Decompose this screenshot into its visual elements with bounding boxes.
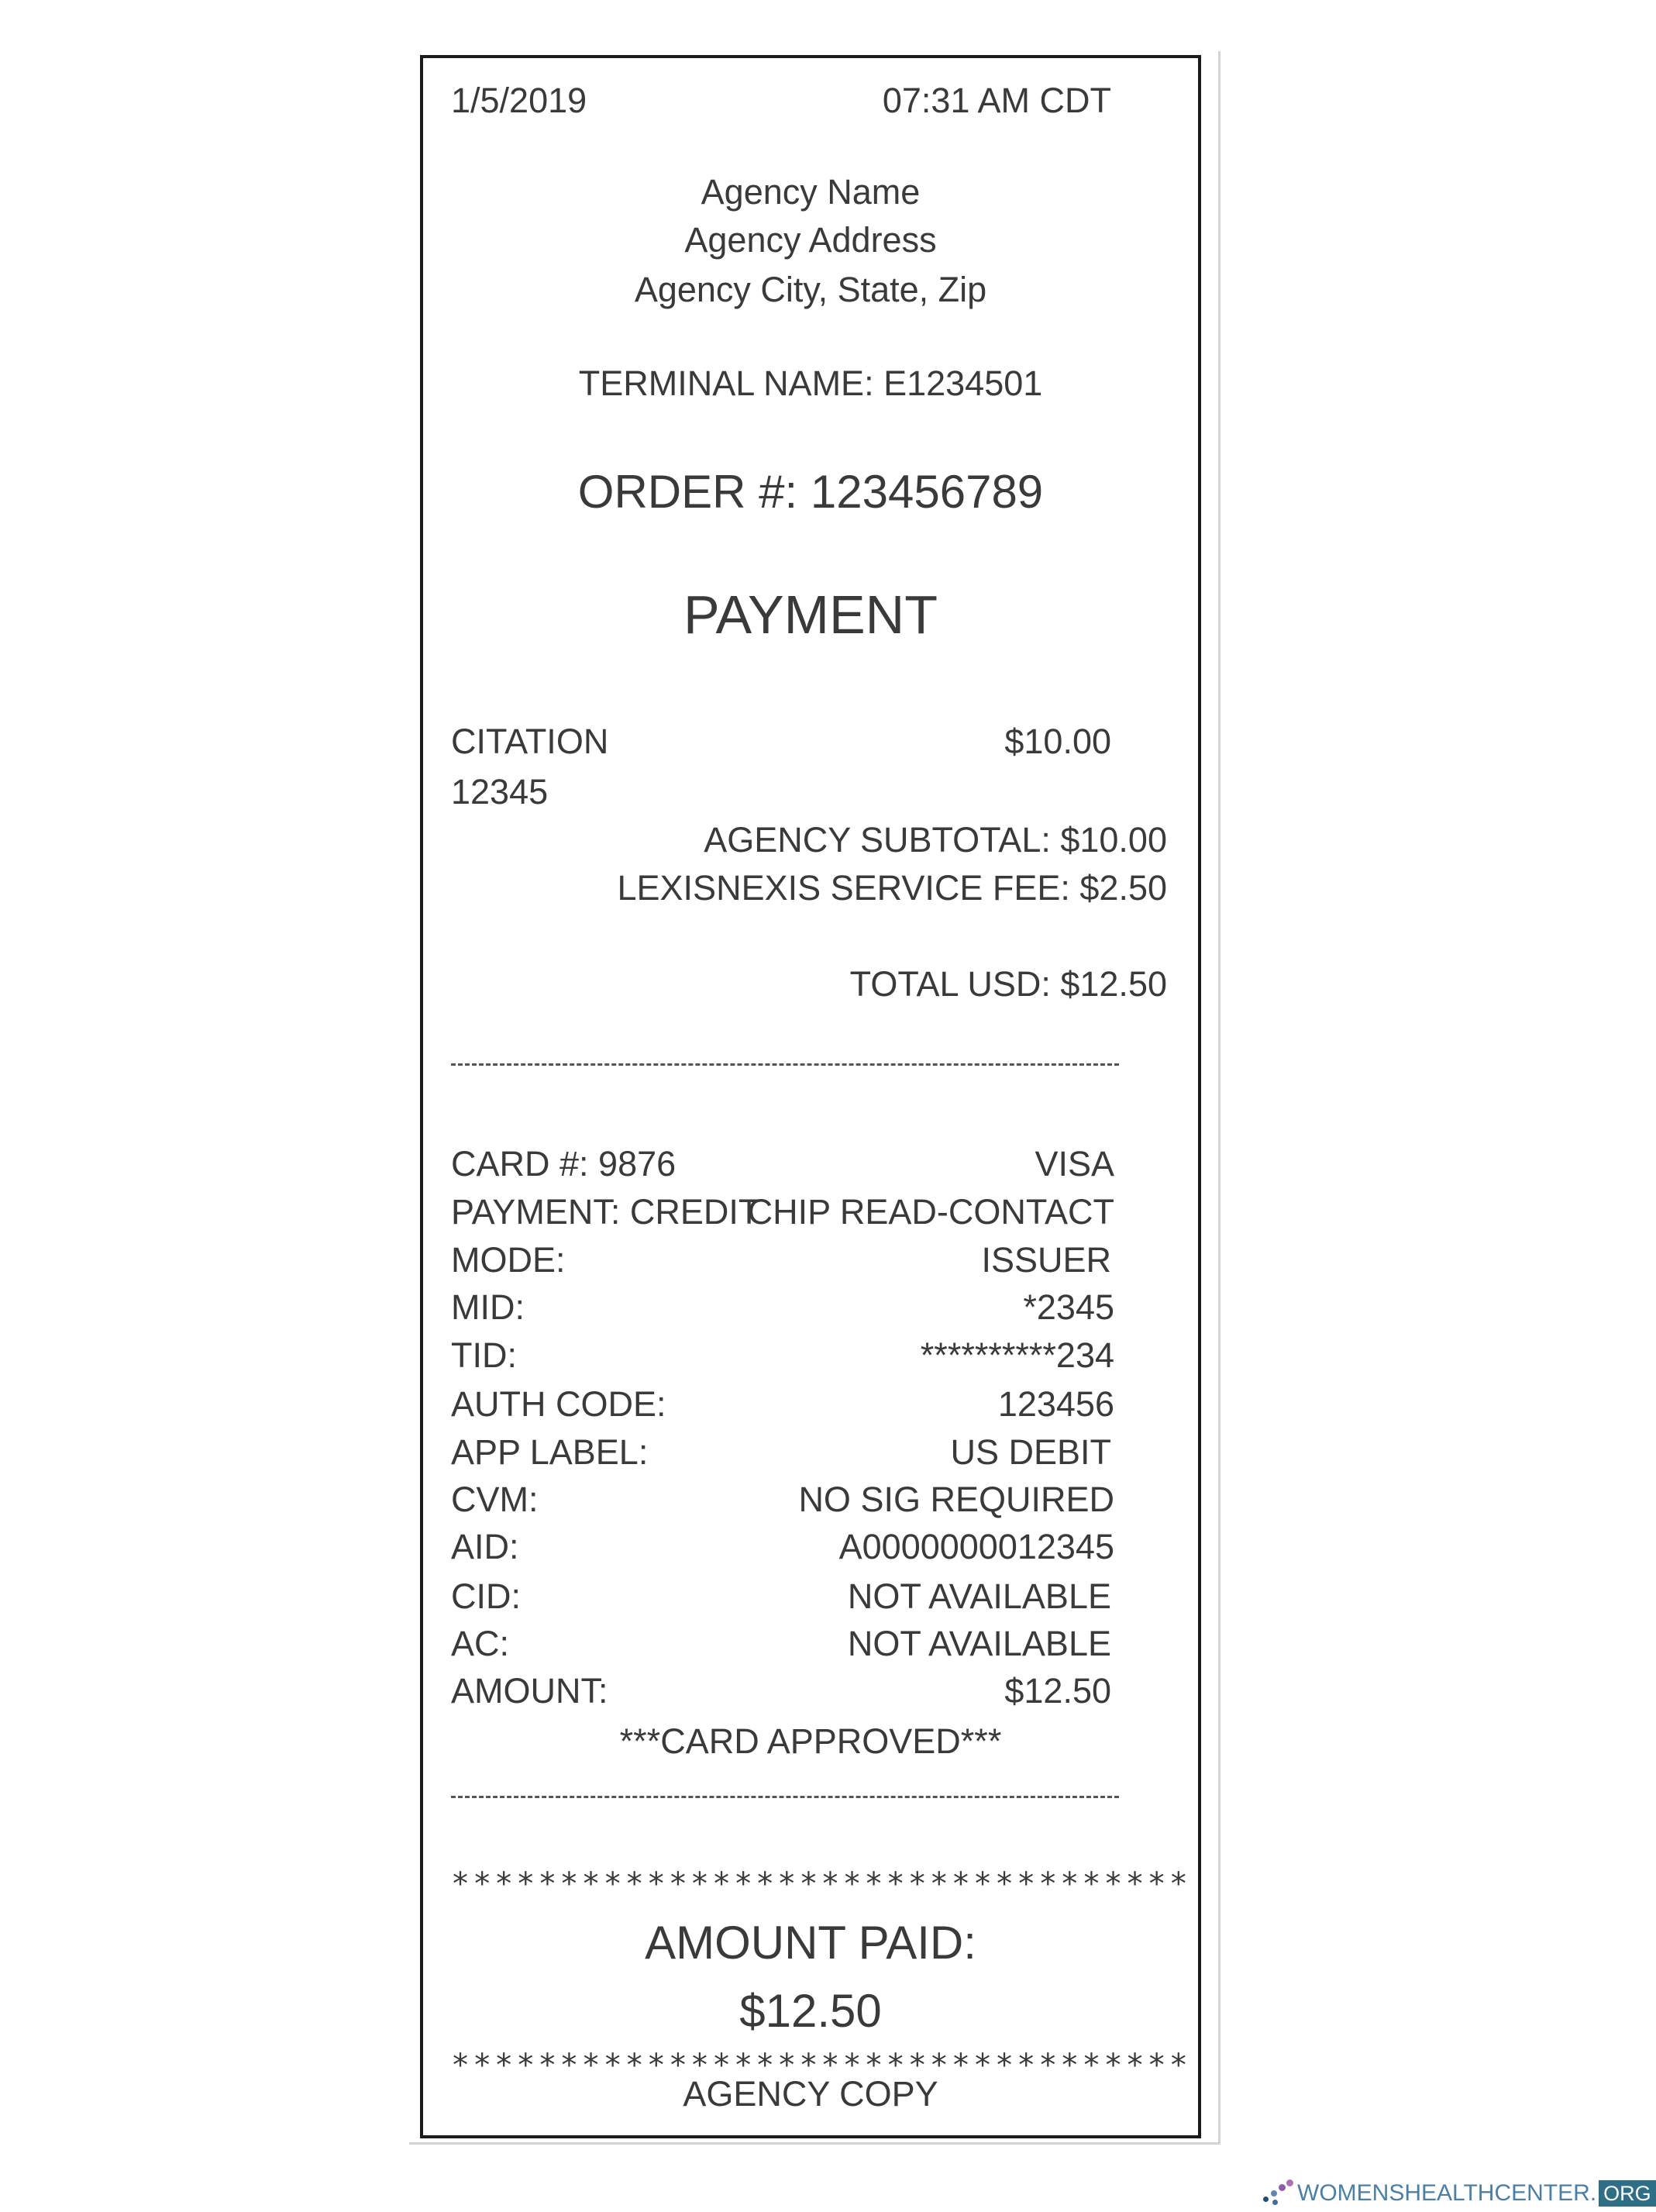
agency-name: Agency Name [701, 172, 921, 212]
card-detail-value: ISSUER [981, 1240, 1111, 1280]
card-detail-value: $12.50 [1004, 1671, 1111, 1711]
card-detail-label: AC: [451, 1624, 510, 1663]
page-edge-right [1218, 51, 1220, 2144]
card-detail-label: AID: [451, 1527, 519, 1566]
watermark-tld: ORG [1599, 2180, 1656, 2207]
receipt [420, 55, 1201, 2138]
card-detail-label: APP LABEL: [451, 1432, 649, 1472]
stars-divider-bottom: ********************************** [451, 2048, 1191, 2083]
card-detail-value: VISA [1035, 1144, 1114, 1184]
card-detail-value: **********234 [920, 1335, 1114, 1375]
receipt-time: 07:31 AM CDT [882, 81, 1111, 120]
card-detail-label: CVM: [451, 1480, 539, 1519]
stars-divider-top: ********************************** [451, 1866, 1191, 1902]
card-detail-value: 123456 [997, 1384, 1114, 1424]
card-detail-label: MID: [451, 1287, 525, 1327]
card-detail-label: TID: [451, 1335, 517, 1375]
copy-label: AGENCY COPY [683, 2074, 938, 2114]
logo-dots-icon [1262, 2179, 1294, 2207]
agency-city: Agency City, State, Zip [634, 270, 987, 309]
page-edge-bottom [409, 2142, 1220, 2145]
agency-subtotal: AGENCY SUBTOTAL: $10.00 [704, 820, 1167, 860]
card-detail-value: NOT AVAILABLE [847, 1624, 1111, 1663]
agency-address: Agency Address [684, 220, 937, 260]
card-detail-value: NOT AVAILABLE [847, 1576, 1111, 1616]
card-detail-value: *2345 [1023, 1287, 1114, 1327]
card-detail-value: A0000000012345 [838, 1527, 1114, 1566]
card-detail-label: AUTH CODE: [451, 1384, 666, 1424]
card-approved: ***CARD APPROVED*** [619, 1721, 1002, 1761]
terminal-name: TERMINAL NAME: E1234501 [578, 363, 1043, 403]
divider-bottom [451, 1796, 1119, 1798]
amount-paid-label: AMOUNT PAID: [645, 1917, 976, 1969]
amount-paid-value: $12.50 [739, 1985, 882, 2037]
card-detail-label: CID: [451, 1576, 521, 1616]
card-detail-label: CARD #: 9876 [451, 1144, 677, 1184]
order-number: ORDER #: 123456789 [577, 466, 1044, 518]
card-detail-label: AMOUNT: [451, 1671, 608, 1711]
receipt-heading: PAYMENT [683, 584, 938, 645]
card-detail-label: PAYMENT: CREDIT [451, 1192, 760, 1232]
line-item-number: 12345 [451, 772, 549, 811]
line-item-label: CITATION [451, 722, 609, 761]
watermark-logo: WOMENSHEALTHCENTER . ORG [1262, 2179, 1656, 2207]
watermark-name: WOMENSHEALTHCENTER [1297, 2180, 1590, 2206]
divider-top [451, 1063, 1119, 1066]
receipt-date: 1/5/2019 [451, 81, 587, 120]
card-detail-label: MODE: [451, 1240, 566, 1280]
card-detail-value: NO SIG REQUIRED [798, 1480, 1114, 1519]
card-detail-value: US DEBIT [950, 1432, 1111, 1472]
card-detail-value: CHIP READ-CONTACT [747, 1192, 1114, 1232]
total-usd: TOTAL USD: $12.50 [849, 964, 1167, 1004]
line-item-amount: $10.00 [1004, 722, 1111, 761]
service-fee: LEXISNEXIS SERVICE FEE: $2.50 [617, 868, 1167, 908]
